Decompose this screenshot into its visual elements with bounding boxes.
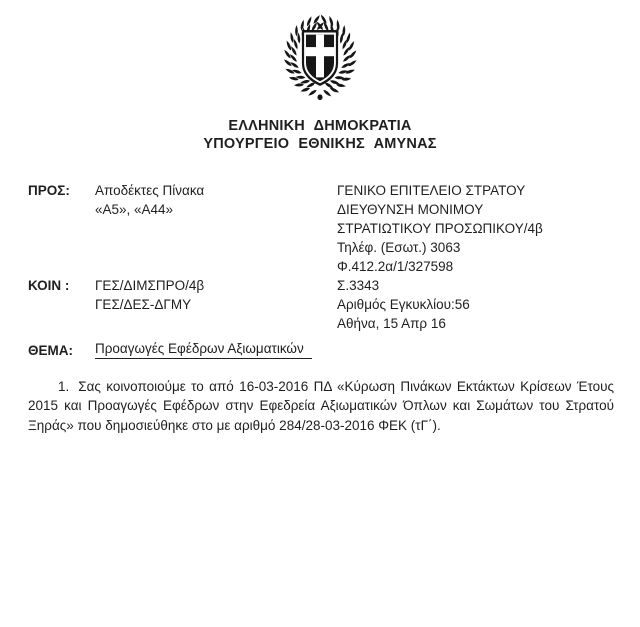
subject-label: ΘΕΜΑ: bbox=[28, 343, 73, 358]
body-paragraph bbox=[28, 377, 614, 435]
issuer-line: Τηλέφ. (Εσωτ.) 3063 bbox=[337, 240, 461, 255]
koin-label: ΚΟΙΝ : bbox=[28, 278, 70, 293]
pros-recipient-line: Αποδέκτες Πίνακα bbox=[95, 183, 205, 198]
issuer-line: Σ.3343 bbox=[337, 278, 380, 293]
koin-recipients bbox=[95, 276, 204, 314]
koin-recipient-line: ΓΕΣ/ΔΙΜΣΠΡΟ/4β bbox=[95, 278, 205, 293]
issuer-line: Αθήνα, 15 Απρ 16 bbox=[337, 316, 446, 331]
issuer-line: Φ.412.2α/1/327598 bbox=[337, 259, 454, 274]
pros-recipient-line: «Α5», «Α44» bbox=[95, 202, 174, 217]
org-header bbox=[0, 117, 640, 153]
issuer-line: ΓΕΝΙΚΟ ΕΠΙΤΕΛΕΙΟ ΣΤΡΑΤΟΥ bbox=[337, 183, 526, 198]
issuer-block bbox=[337, 181, 543, 333]
ministry-title: ΥΠΟΥΡΓΕΙΟ ΕΘΝΙΚΗΣ ΑΜΥΝΑΣ bbox=[203, 136, 437, 152]
issuer-line: ΣΤΡΑΤΙΩΤΙΚΟΥ ΠΡΟΣΩΠΙΚΟΥ/4β bbox=[337, 221, 543, 236]
koin-recipient-line: ΓΕΣ/ΔΕΣ-ΔΓΜΥ bbox=[95, 297, 192, 312]
pros-label: ΠΡΟΣ: bbox=[28, 183, 70, 198]
paragraph-number: 1. bbox=[58, 379, 70, 394]
coat-of-arms-emblem bbox=[278, 8, 363, 110]
subject-text: Προαγωγές Εφέδρων Αξιωματικών bbox=[95, 341, 312, 359]
issuer-line: ΔΙΕΥΘΥΝΣΗ ΜΟΝΙΜΟΥ bbox=[337, 202, 484, 217]
pros-recipients bbox=[95, 181, 204, 219]
greek-coat-of-arms-icon bbox=[278, 8, 363, 105]
republic-title: ΕΛΛΗΝΙΚΗ ΔΗΜΟΚΡΑΤΙΑ bbox=[228, 118, 412, 134]
paragraph-text: Σας κοινοποιούμε το από 16-03-2016 ΠΔ «Κύρωση Πινάκων Εκτάκτων Κρίσεων Έτους 2015 και Προαγωγές Εφέδρων στην Εφεδρεία Αξιωματικών Όπλων και Σωμάτων του Στρατού Ξηράς» που δημοσιεύθηκε στο με αριθμό 284/28-03-2016 ΦΕΚ (τΓ΄). bbox=[28, 379, 614, 433]
issuer-line: Αριθμός Εγκυκλίου:56 bbox=[337, 297, 470, 312]
